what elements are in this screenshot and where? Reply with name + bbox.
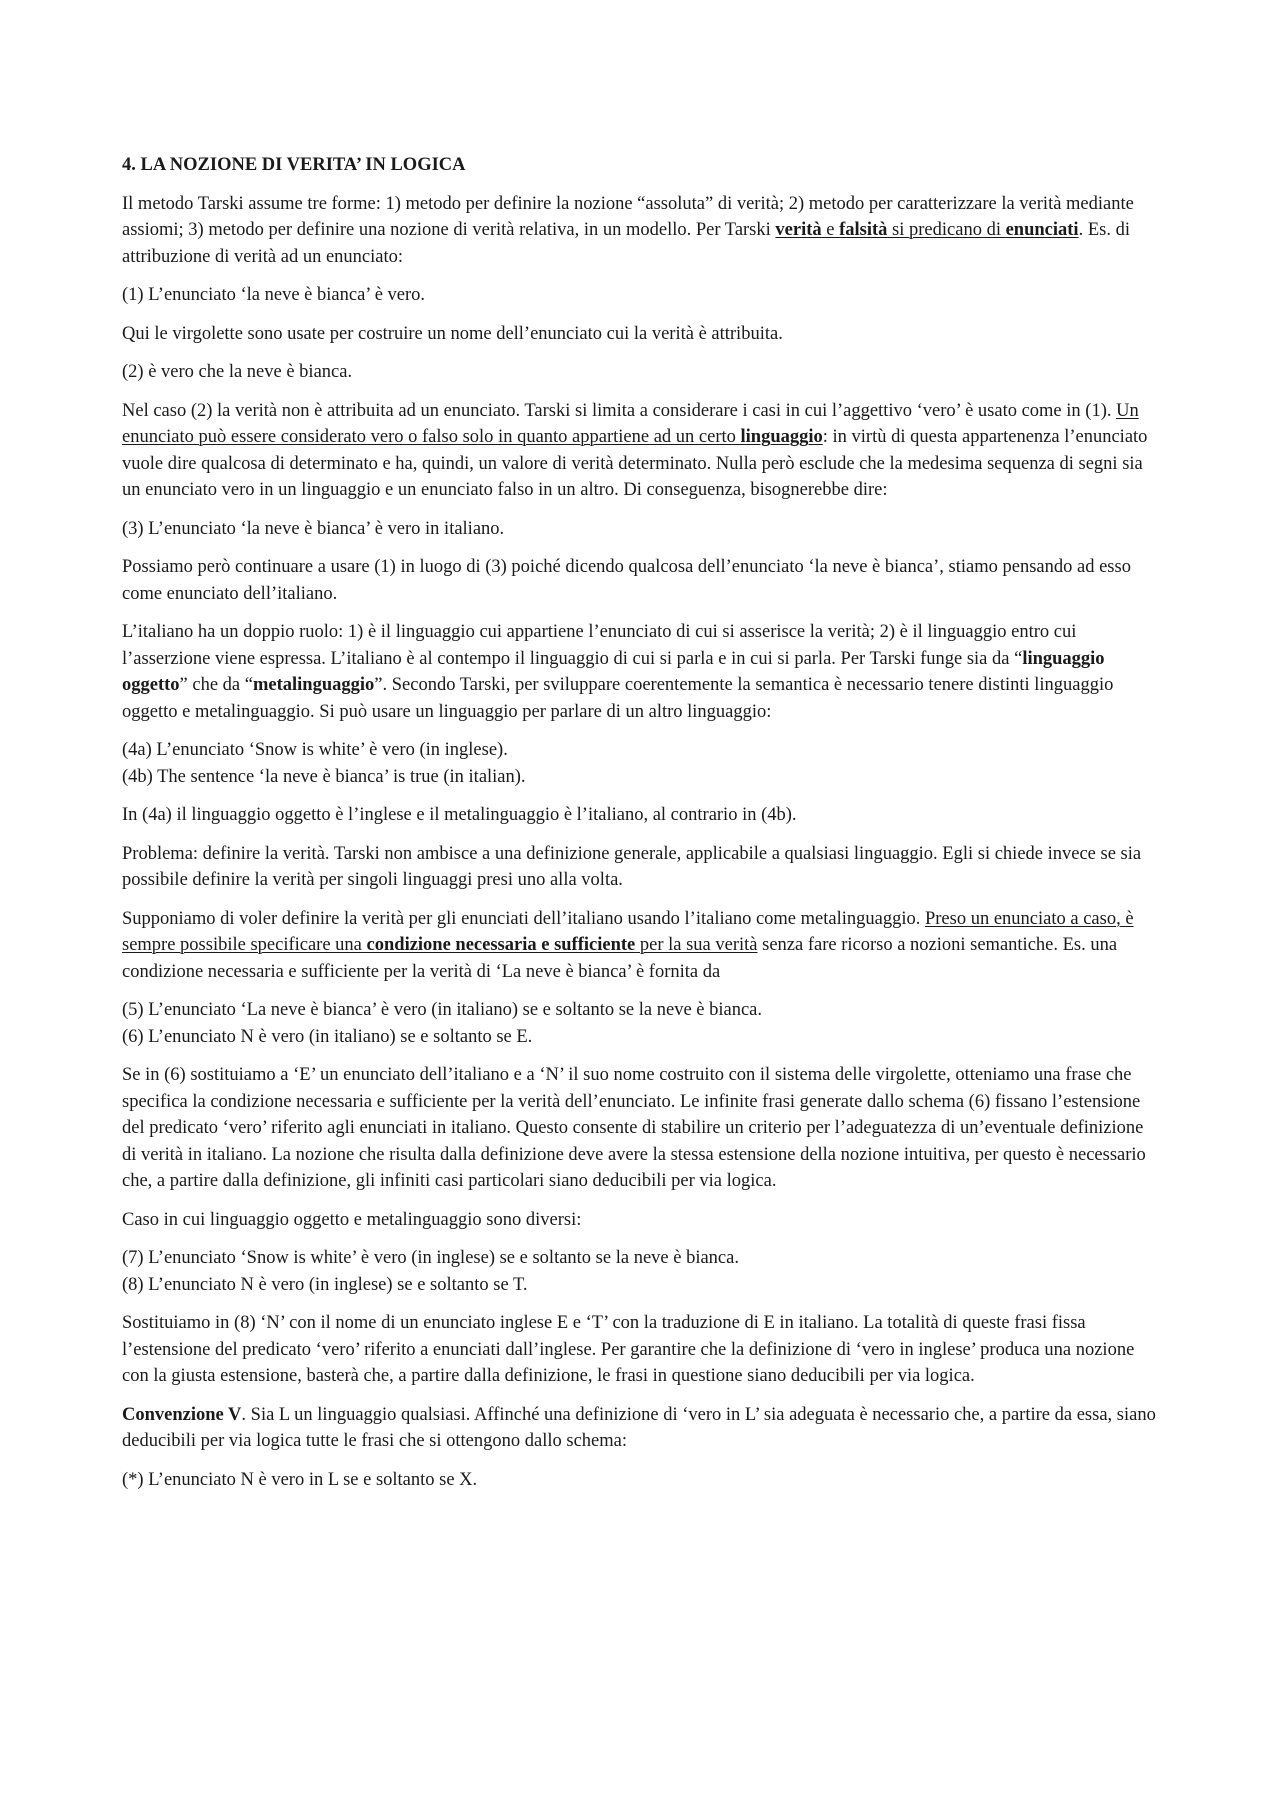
paragraph-supponiamo (122, 906, 1162, 986)
text-span: ”. Secondo Tarski, per sviluppare coerentemente la semantica è necessario tenere distinti linguaggio oggetto e metalinguaggio. Si può usare un linguaggio per parlare di un altro linguaggio: (122, 675, 1114, 722)
example-4a: (4a) L’enunciato ‘Snow is white’ è vero (in inglese). (122, 740, 508, 760)
paragraph-luogo: Possiamo però continuare a usare (1) in luogo di (3) poiché dicendo qualcosa dell’enunciato ‘la neve è bianca’, stiamo pensando ad esso come enunciato dell’italiano. (122, 557, 1131, 604)
paragraph-schema-6: Se in (6) sostituiamo a ‘E’ un enunciato dell’italiano e a ‘N’ il suo nome costruito con il sistema delle virgolette, otteniamo una frase che specifica la condizione necessaria e sufficiente per la verità dell’enunciato. Le infinite frasi generate dallo schema (6) fissano l’estensione del predicato ‘vero’ riferito agli enunciati in italiano. Questo consente di stabilire un criterio per l’adeguatezza di un’eventuale definizione di verità in italiano. La nozione che risulta dalla definizione deve avere la stessa estensione della nozione intuitiva, per questo è necessario che, a partire dalla definizione, gli infiniti casi particolari siano deducibili per via logica. (122, 1065, 1146, 1191)
text-span: L’italiano ha un doppio ruolo: 1) è il linguaggio cui appartiene l’enunciato di cui si asserisce la verità; 2) è il linguaggio entro cui l’asserzione viene espressa. L’italiano è al contempo il linguaggio di cui si parla e in cui si parla. Per Tarski funge sia da “ (122, 622, 1077, 669)
text-span: Il metodo Tarski assume tre forme: 1) metodo per definire la nozione “assoluta” di verità; 2) metodo per caratterizzare la verità mediante assiomi; 3) metodo per definire una nozione di verità relativa, in un modello. Per Tarski (122, 193, 1134, 240)
term-linguaggio: linguaggio (740, 427, 823, 447)
text-span: . Es. di attribuzione di verità ad un enunciato: (122, 220, 1130, 267)
example-3: (3) L’enunciato ‘la neve è bianca’ è vero in italiano. (122, 518, 505, 539)
text-span: . Sia L un linguaggio qualsiasi. Affinché una definizione di ‘vero in L’ sia adeguata è necessario che, a partire da essa, siano deducibili per via logica tutte le frasi che si ottengono dallo schema: (122, 1404, 1156, 1451)
text-span: senza fare ricorso a nozioni semantiche. Es. una condizione necessaria e sufficiente per la verità di ‘La neve è bianca’ è fornita da (122, 935, 1118, 982)
paragraph-problema: Problema: definire la verità. Tarski non ambisce a una definizione generale, applicabile a qualsiasi linguaggio. Egli si chiede invece se sia possibile definire la verità per singoli linguaggi presi uno alla volta. (122, 843, 1142, 890)
text-span: si predicano di (887, 220, 1006, 240)
text-span: e (821, 220, 840, 240)
text-span: : in virtù di questa appartenenza l’enunciato vuole dire qualcosa di determinato e ha, quindi, un valore di verità determinato. Nulla però esclude che la medesima sequenza di segni sia un enunciato vero in un linguaggio e un enunciato falso in un altro. Di conseguenza, bisognerebbe dire: (122, 427, 1148, 500)
term-falsita: falsità (839, 220, 888, 240)
document-page (122, 152, 1162, 1505)
example-1: (1) L’enunciato ‘la neve è bianca’ è vero. (122, 285, 426, 305)
term-enunciati: enunciati (1005, 220, 1079, 240)
paragraph-4a-4b: In (4a) il linguaggio oggetto è l’inglese e il metalinguaggio è l’italiano, al contrario in (4b). (122, 805, 797, 825)
example-2: (2) è vero che la neve è bianca. (122, 362, 353, 382)
text-span: Preso un enunciato a caso, è sempre possibile specificare una (122, 908, 1134, 955)
text-span: Un enunciato può essere considerato vero o falso solo in quanto appartiene ad un certo (122, 400, 1139, 447)
term-metalinguaggio: metalinguaggio (252, 675, 375, 695)
text-span: per la sua verità (635, 935, 758, 955)
paragraph-intro (122, 191, 1162, 271)
paragraph-linguaggio (122, 398, 1162, 504)
paragraph-virgolette: Qui le virgolette sono usate per costruire un nome dell’enunciato cui la verità è attribuita. (122, 323, 783, 344)
term-condizione: condizione necessaria e sufficiente (366, 935, 636, 955)
text-span: ” che da “ (179, 675, 253, 695)
text-span: Supponiamo di voler definire la verità per gli enunciati dell’italiano usando l’italiano come metalinguaggio. (122, 908, 925, 929)
example-schema: (*) L’enunciato N è vero in L se e soltanto se X. (122, 1469, 478, 1490)
term-linguaggio-oggetto: linguaggio oggetto (122, 648, 1105, 695)
example-8: (8) L’enunciato N è vero (in inglese) se e soltanto se T. (122, 1274, 528, 1295)
example-6: (6) L’enunciato N è vero (in italiano) se e soltanto se E. (122, 1026, 533, 1047)
example-4b: (4b) The sentence ‘la neve è bianca’ is true (in italian). (122, 766, 526, 787)
paragraph-doppio-ruolo (122, 619, 1162, 725)
paragraph-caso-diversi: Caso in cui linguaggio oggetto e metalinguaggio sono diversi: (122, 1209, 582, 1230)
term-verita: verità (775, 220, 822, 240)
example-5: (5) L’enunciato ‘La neve è bianca’ è vero (in italiano) se e soltanto se la neve è bianca. (122, 1000, 763, 1020)
paragraph-sostituiamo: Sostituiamo in (8) ‘N’ con il nome di un enunciato inglese E e ‘T’ con la traduzione di E in italiano. La totalità di queste frasi fissa l’estensione del predicato ‘vero’ riferito a enunciati dall’inglese. Per garantire che la definizione di ‘vero in inglese’ produca una nozione con la giusta estensione, basterà che, a partire dalla definizione, le frasi in questione siano deducibili per via logica. (122, 1313, 1135, 1386)
underlined-phrase (775, 220, 1078, 240)
term-convenzione-v: Convenzione V (122, 1404, 242, 1425)
section-title: 4. LA NOZIONE DI VERITA’ IN LOGICA (122, 155, 466, 175)
text-span: Nel caso (2) la verità non è attribuita ad un enunciato. Tarski si limita a considerare i casi in cui l’aggettivo ‘vero’ è usato come in (1). (122, 400, 1117, 421)
paragraph-convenzione (122, 1402, 1162, 1455)
example-7: (7) L’enunciato ‘Snow is white’ è vero (in inglese) se e soltanto se la neve è bianca. (122, 1248, 739, 1268)
